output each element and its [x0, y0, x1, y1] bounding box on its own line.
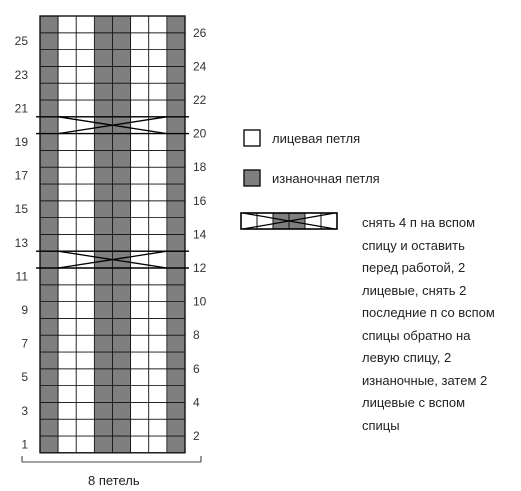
knit-cell [58, 352, 76, 369]
purl-cell [113, 16, 131, 33]
purl-cell [113, 83, 131, 100]
knit-cell [58, 201, 76, 218]
purl-cell [94, 285, 112, 302]
row-number-left: 13 [14, 235, 28, 250]
knit-cell [76, 436, 94, 453]
purl-cell [167, 184, 185, 201]
knit-cell [58, 335, 76, 352]
knit-cell [76, 184, 94, 201]
purl-cell [40, 335, 58, 352]
purl-cell [40, 419, 58, 436]
purl-cell [94, 134, 112, 151]
purl-cell [113, 184, 131, 201]
knit-cell [131, 402, 149, 419]
purl-cell [167, 234, 185, 251]
row-number-right: 22 [193, 93, 207, 107]
knit-cell [58, 83, 76, 100]
row-number-left: 15 [14, 202, 28, 217]
purl-cell [167, 218, 185, 235]
purl-cell [40, 83, 58, 100]
knit-cell [76, 352, 94, 369]
knit-cell [149, 369, 167, 386]
knit-cell [76, 386, 94, 403]
knit-cell [76, 100, 94, 117]
knit-cell [58, 167, 76, 184]
knit-cell [149, 335, 167, 352]
knit-cell [149, 134, 167, 151]
knit-cell [131, 386, 149, 403]
knit-cell [76, 302, 94, 319]
purl-cell [94, 419, 112, 436]
knit-cell [76, 318, 94, 335]
knit-cell [149, 285, 167, 302]
knit-cell [58, 419, 76, 436]
purl-cell [40, 402, 58, 419]
purl-cell [167, 251, 185, 268]
purl-cell [167, 352, 185, 369]
purl-cell [167, 100, 185, 117]
purl-cell [167, 150, 185, 167]
knit-cell [131, 251, 149, 268]
purl-cell [167, 402, 185, 419]
purl-cell [113, 285, 131, 302]
purl-cell [94, 268, 112, 285]
purl-cell [40, 251, 58, 268]
knit-cell [58, 184, 76, 201]
purl-cell [94, 100, 112, 117]
purl-cell [40, 352, 58, 369]
knit-cell [131, 117, 149, 134]
purl-cell [40, 285, 58, 302]
knit-cell [58, 369, 76, 386]
purl-cell [167, 268, 185, 285]
purl-cell [40, 117, 58, 134]
knit-cell [76, 117, 94, 134]
purl-cell [167, 436, 185, 453]
purl-cell [167, 33, 185, 50]
row-number-left: 25 [14, 34, 28, 49]
knit-cell [149, 268, 167, 285]
purl-cell [40, 33, 58, 50]
row-number-right: 18 [193, 160, 207, 175]
row-number-right: 10 [193, 294, 207, 309]
row-number-right: 6 [193, 361, 200, 376]
knit-cell [149, 50, 167, 67]
purl-cell [40, 218, 58, 235]
purl-cell [113, 402, 131, 419]
purl-cell [40, 50, 58, 67]
knit-cell [131, 167, 149, 184]
knit-cell [76, 201, 94, 218]
purl-cell [94, 83, 112, 100]
knit-cell [58, 302, 76, 319]
knit-cell [58, 402, 76, 419]
purl-cell [94, 302, 112, 319]
purl-symbol [244, 170, 260, 186]
knit-cell [76, 83, 94, 100]
knit-cell [76, 50, 94, 67]
knit-cell [76, 218, 94, 235]
knit-cell [149, 302, 167, 319]
purl-cell [113, 167, 131, 184]
knit-cell [149, 436, 167, 453]
purl-cell [94, 150, 112, 167]
row-number-left: 7 [21, 336, 28, 351]
knit-cell [149, 386, 167, 403]
knit-cell [76, 167, 94, 184]
purl-cell [167, 386, 185, 403]
purl-cell [94, 33, 112, 50]
knit-cell [76, 335, 94, 352]
purl-cell [167, 285, 185, 302]
knit-cell [149, 100, 167, 117]
knit-cell [58, 436, 76, 453]
row-number-left: 21 [14, 101, 28, 116]
purl-cell [40, 302, 58, 319]
row-number-left: 9 [21, 303, 28, 317]
row-number-left: 5 [21, 370, 28, 385]
knit-cell [58, 386, 76, 403]
knit-cell [58, 16, 76, 33]
purl-cell [113, 134, 131, 151]
knit-cell [149, 402, 167, 419]
purl-cell [94, 167, 112, 184]
purl-cell [94, 201, 112, 218]
purl-cell [40, 369, 58, 386]
knit-cell [131, 419, 149, 436]
purl-cell [113, 66, 131, 83]
knit-cell [58, 234, 76, 251]
purl-cell [167, 167, 185, 184]
purl-cell [167, 335, 185, 352]
purl-cell [94, 386, 112, 403]
purl-cell [113, 50, 131, 67]
knit-cell [131, 302, 149, 319]
row-number-left: 3 [21, 403, 28, 418]
knit-symbol [244, 130, 260, 146]
knit-cell [131, 134, 149, 151]
purl-cell [94, 16, 112, 33]
purl-cell [94, 318, 112, 335]
knit-cell [76, 66, 94, 83]
row-number-right: 4 [193, 395, 200, 410]
purl-cell [40, 167, 58, 184]
purl-cell [40, 201, 58, 218]
row-number-right: 12 [193, 261, 207, 275]
legend-purl-label: изнаночная петля [272, 171, 380, 186]
purl-cell [167, 117, 185, 134]
purl-cell [113, 302, 131, 319]
knit-cell [58, 134, 76, 151]
purl-cell [94, 436, 112, 453]
purl-cell [113, 100, 131, 117]
purl-cell [113, 436, 131, 453]
knit-cell [149, 16, 167, 33]
knit-cell [76, 234, 94, 251]
knit-cell [131, 16, 149, 33]
purl-cell [94, 234, 112, 251]
row-number-left: 1 [21, 437, 28, 452]
knit-cell [149, 234, 167, 251]
purl-cell [113, 369, 131, 386]
row-number-right: 2 [193, 429, 200, 443]
knit-cell [58, 66, 76, 83]
knit-cell [131, 218, 149, 235]
knit-cell [76, 16, 94, 33]
purl-cell [94, 335, 112, 352]
knit-cell [149, 218, 167, 235]
purl-cell [40, 436, 58, 453]
knit-cell [131, 201, 149, 218]
knit-cell [131, 150, 149, 167]
purl-cell [40, 150, 58, 167]
knit-cell [149, 352, 167, 369]
knit-cell [58, 318, 76, 335]
knit-cell [131, 100, 149, 117]
purl-cell [94, 402, 112, 419]
purl-cell [113, 335, 131, 352]
purl-cell [113, 352, 131, 369]
purl-cell [167, 201, 185, 218]
knit-cell [131, 184, 149, 201]
purl-cell [94, 369, 112, 386]
knit-cell [76, 402, 94, 419]
knit-cell [149, 167, 167, 184]
purl-cell [40, 184, 58, 201]
purl-cell [94, 50, 112, 67]
knit-cell [131, 234, 149, 251]
knit-cell [149, 419, 167, 436]
knit-cell [58, 100, 76, 117]
purl-cell [167, 302, 185, 319]
purl-cell [40, 16, 58, 33]
purl-cell [167, 369, 185, 386]
row-number-left: 11 [15, 269, 28, 284]
knit-cell [76, 419, 94, 436]
knit-cell [76, 33, 94, 50]
purl-cell [40, 386, 58, 403]
knit-cell [76, 134, 94, 151]
purl-cell [113, 33, 131, 50]
knit-cell [76, 268, 94, 285]
row-number-left: 19 [14, 135, 28, 149]
knit-cell [131, 369, 149, 386]
knit-cell [58, 268, 76, 285]
row-number-right: 26 [193, 25, 207, 40]
purl-cell [40, 268, 58, 285]
purl-cell [113, 218, 131, 235]
purl-cell [40, 134, 58, 151]
knit-cell [131, 318, 149, 335]
row-number-left: 23 [14, 67, 28, 82]
knit-cell [131, 335, 149, 352]
knit-cell [149, 150, 167, 167]
purl-cell [167, 50, 185, 67]
purl-cell [113, 386, 131, 403]
purl-cell [40, 100, 58, 117]
purl-cell [94, 352, 112, 369]
purl-cell [94, 218, 112, 235]
purl-cell [94, 184, 112, 201]
knit-cell [76, 150, 94, 167]
stitch-count-label: 8 петель [88, 473, 140, 488]
knit-cell [58, 218, 76, 235]
knit-cell [131, 33, 149, 50]
row-number-left: 17 [14, 168, 28, 183]
knit-cell [131, 285, 149, 302]
purl-cell [113, 234, 131, 251]
purl-cell [113, 419, 131, 436]
purl-cell [167, 83, 185, 100]
knit-cell [58, 50, 76, 67]
purl-cell [94, 66, 112, 83]
purl-cell [167, 134, 185, 151]
knit-cell [76, 369, 94, 386]
knit-cell [149, 201, 167, 218]
row-number-right: 14 [193, 227, 207, 242]
legend-cable-description: снять 4 п на вспом спицу и оставить перед работой, 2 лицевые, снять 2 последние п со вспом спицы обратно на левую спицу, 2 изнаночные, затем 2 лицевые с вспом спицы [362, 215, 495, 433]
knit-cell [131, 268, 149, 285]
knit-cell [131, 83, 149, 100]
knit-cell [131, 352, 149, 369]
purl-cell [40, 234, 58, 251]
knit-cell [149, 184, 167, 201]
purl-cell [40, 318, 58, 335]
knit-cell [76, 285, 94, 302]
knit-cell [149, 318, 167, 335]
knit-cell [58, 150, 76, 167]
row-number-right: 8 [193, 328, 200, 343]
knit-cell [58, 285, 76, 302]
purl-cell [167, 16, 185, 33]
row-number-right: 24 [193, 59, 207, 74]
knit-cell [131, 436, 149, 453]
knit-cell [149, 66, 167, 83]
knit-cell [131, 66, 149, 83]
knit-cell [58, 33, 76, 50]
knit-cell [131, 50, 149, 67]
purl-cell [167, 318, 185, 335]
knit-cell [149, 83, 167, 100]
knit-cell [76, 251, 94, 268]
row-number-right: 16 [193, 193, 207, 208]
purl-cell [113, 318, 131, 335]
purl-cell [167, 419, 185, 436]
purl-cell [113, 201, 131, 218]
knit-cell [149, 33, 167, 50]
purl-cell [40, 66, 58, 83]
row-number-right: 20 [193, 126, 207, 141]
purl-cell [113, 150, 131, 167]
legend-knit-label: лицевая петля [272, 131, 361, 146]
purl-cell [167, 66, 185, 83]
purl-cell [113, 268, 131, 285]
